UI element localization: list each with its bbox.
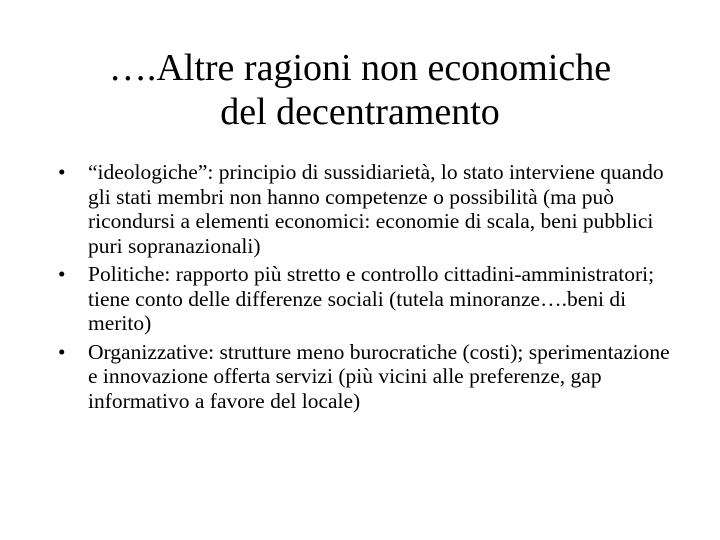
slide-title-line-1: ….Altre ragioni non economiche: [108, 47, 612, 89]
slide-title-line-2: del decentramento: [220, 91, 500, 133]
bullet-point-icon: •: [58, 262, 66, 286]
bullet-point-icon: •: [58, 160, 66, 184]
bullet-list: [58, 160, 678, 417]
bullet-text: Organizzative: strutture meno burocratiche (costi); sperimentazione e innovazione offerta servizi (più vicini alle preferenze, gap informativo a favore del locale): [88, 339, 670, 413]
bullet-item-politiche: [58, 262, 678, 336]
bullet-item-organizzative: [58, 340, 678, 414]
bullet-text: “ideologiche”: principio di sussidiarietà, lo stato interviene quando gli stati membri non hanno competenze o possibilità (ma può ricondursi a elementi economici: economie di scala, beni pubblici puri sopranazionali): [88, 160, 664, 258]
bullet-item-ideologiche: [58, 160, 678, 258]
bullet-point-icon: •: [58, 339, 66, 364]
bullet-text: Politiche: rapporto più stretto e controllo cittadini-amministratori; tiene conto delle differenze sociali (tutela minoranze….beni di merito): [88, 262, 655, 335]
slide-title: [40, 46, 680, 134]
